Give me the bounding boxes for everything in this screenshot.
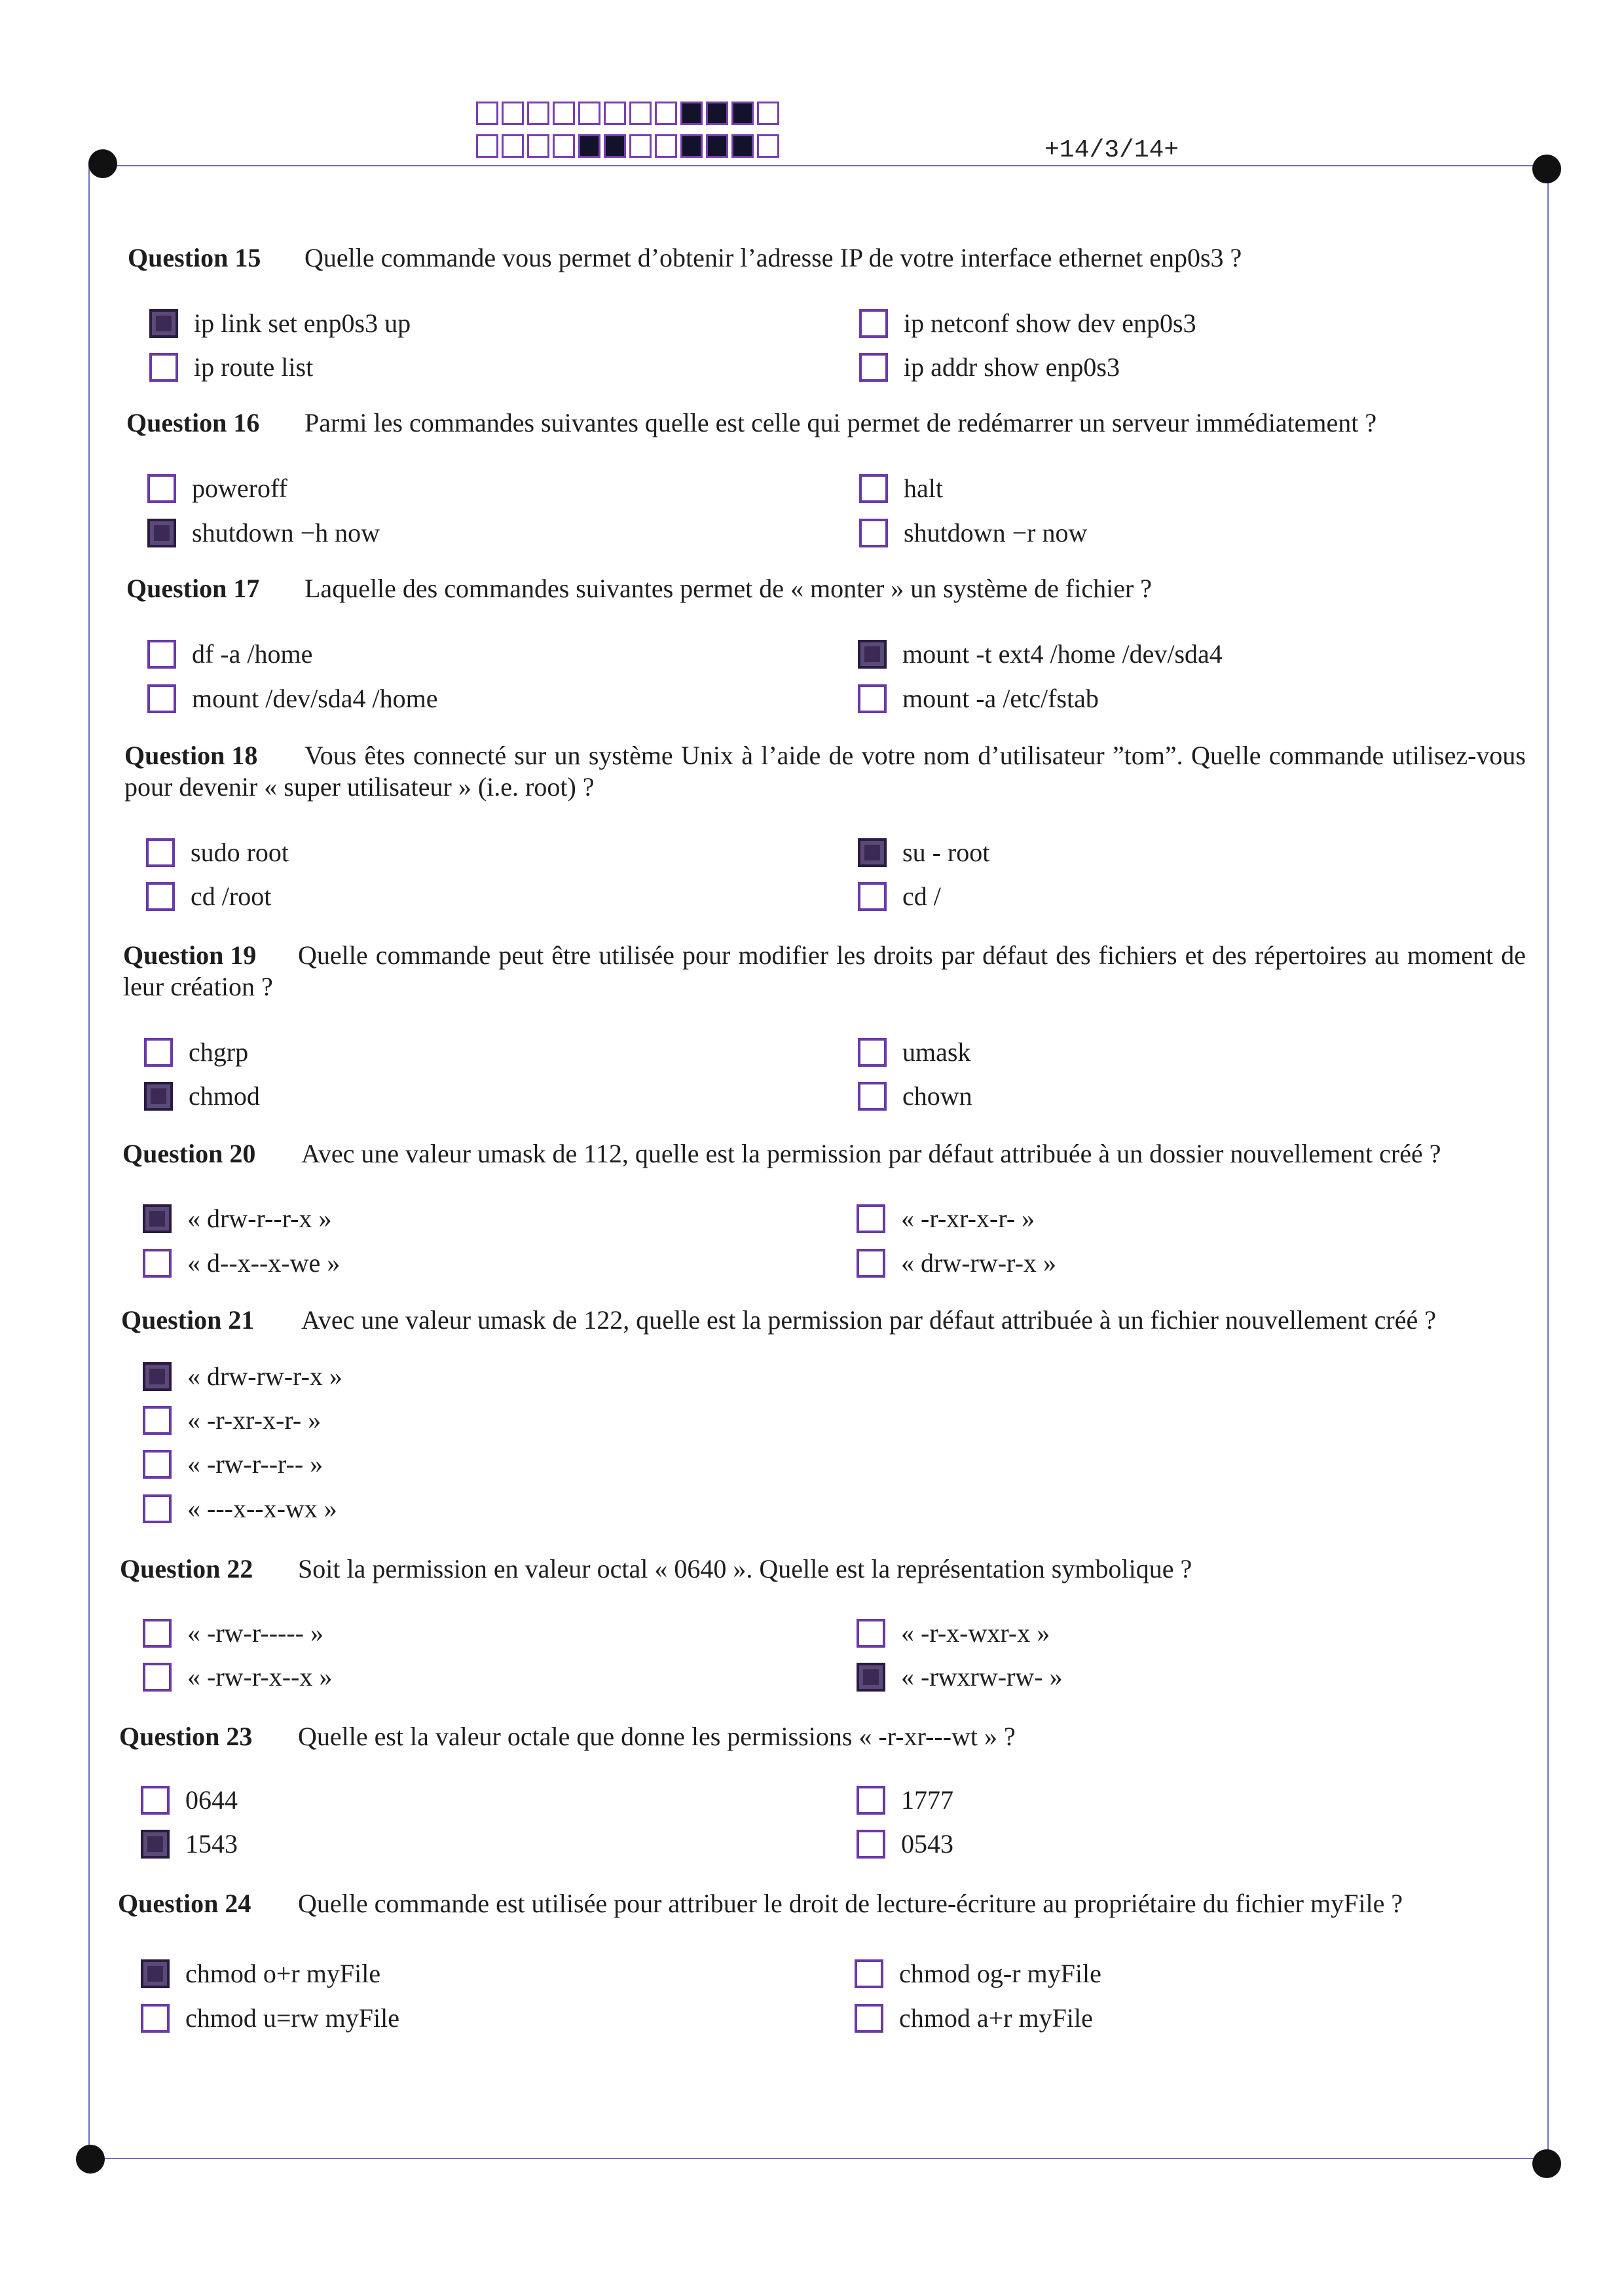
answer-option-label: mount -a /etc/fstab: [902, 684, 1099, 713]
answer-option-label: shutdown −r now: [904, 518, 1088, 547]
barcode-cell: [731, 102, 754, 125]
answer-option[interactable]: [858, 1081, 972, 1111]
barcode-cell: [680, 102, 703, 125]
answer-option[interactable]: [859, 473, 943, 504]
empty-checkbox[interactable]: [858, 684, 887, 713]
answer-option[interactable]: [857, 1785, 953, 1815]
answer-option-label: « d--x--x-we »: [187, 1248, 341, 1278]
checked-checkbox[interactable]: [143, 1204, 172, 1233]
answer-option-label: chmod o+r myFile: [185, 1959, 381, 1988]
empty-checkbox[interactable]: [855, 1959, 883, 1988]
answer-option-label: chmod u=rw myFile: [185, 2003, 399, 2033]
barcode-cell: [476, 102, 498, 125]
answer-option-label: mount /dev/sda4 /home: [192, 684, 438, 713]
barcode-cell: [680, 134, 703, 158]
question-text: Quelle commande vous permet d’obtenir l’adresse IP de votre interface ethernet enp0s3 ?: [304, 243, 1242, 272]
empty-checkbox[interactable]: [857, 1619, 885, 1648]
barcode-cell: [757, 102, 779, 125]
answer-option-label: umask: [902, 1037, 971, 1067]
answer-option-label: « -rw-r-x--x »: [187, 1662, 333, 1692]
checked-checkbox[interactable]: [144, 1082, 173, 1111]
answer-option[interactable]: [149, 352, 313, 382]
question-label: Question 17: [126, 574, 260, 603]
page-id: +14/3/14+: [1044, 136, 1179, 164]
answer-option[interactable]: [141, 1828, 238, 1859]
answer-option-label: poweroff: [192, 473, 287, 503]
empty-checkbox[interactable]: [147, 640, 176, 669]
answer-option[interactable]: [855, 2003, 1093, 2033]
empty-checkbox[interactable]: [147, 474, 176, 503]
checked-checkbox[interactable]: [141, 1959, 170, 1988]
answer-option-label: « drw-r--r-x »: [187, 1204, 332, 1233]
answer-option[interactable]: [857, 1203, 1035, 1234]
question-text: Laquelle des commandes suivantes permet de « monter » un système de fichier ?: [304, 574, 1153, 603]
answer-option[interactable]: [143, 1618, 323, 1648]
answer-option-label: shutdown −h now: [192, 518, 380, 547]
barcode-cell: [578, 134, 600, 158]
barcode-cell: [476, 134, 498, 158]
barcode-cell: [731, 134, 754, 158]
empty-checkbox[interactable]: [859, 519, 888, 547]
checked-checkbox[interactable]: [143, 1362, 172, 1391]
question-text: Soit la permission en valeur octal « 0640 ». Quelle est la représentation symbolique ?: [298, 1554, 1192, 1583]
empty-checkbox[interactable]: [143, 1663, 172, 1692]
barcode-cell: [655, 102, 677, 125]
empty-checkbox[interactable]: [143, 1249, 172, 1278]
answer-option[interactable]: [859, 352, 1120, 382]
barcode-cell: [527, 134, 549, 158]
answer-option[interactable]: [857, 1661, 1063, 1692]
empty-checkbox[interactable]: [859, 353, 888, 382]
question-label: Question 24: [118, 1889, 251, 1918]
checked-checkbox[interactable]: [858, 640, 887, 669]
barcode-cell: [706, 134, 728, 158]
checked-checkbox[interactable]: [147, 519, 176, 547]
empty-checkbox[interactable]: [146, 882, 175, 911]
answer-option-label: sudo root: [191, 838, 289, 867]
answer-option[interactable]: [144, 1081, 260, 1111]
answer-option[interactable]: [859, 308, 1196, 339]
answer-option[interactable]: [149, 308, 411, 339]
answer-option-label: ip link set enp0s3 up: [194, 308, 411, 338]
answer-option[interactable]: [141, 1785, 238, 1815]
checked-checkbox[interactable]: [857, 1663, 885, 1692]
answer-option-label: chmod og-r myFile: [899, 1959, 1101, 1988]
answer-option-label: 0543: [901, 1829, 953, 1859]
answer-option[interactable]: [858, 639, 1223, 669]
answer-option[interactable]: [857, 1248, 1056, 1278]
empty-checkbox[interactable]: [858, 1082, 887, 1111]
answer-option[interactable]: [141, 1958, 380, 1989]
question-text: Quelle commande est utilisée pour attribuer le droit de lecture-écriture au propriétaire du fichier myFile ?: [298, 1889, 1403, 1918]
empty-checkbox[interactable]: [141, 1786, 170, 1815]
answer-option-label: « -rw-r--r-- »: [187, 1449, 323, 1479]
corner-marker-top-left: [88, 149, 117, 178]
question-label: Question 21: [121, 1305, 255, 1335]
barcode-cell: [502, 134, 524, 158]
answer-option-label: « -r-x-wxr-x »: [901, 1618, 1050, 1648]
answer-option-label: chgrp: [189, 1037, 249, 1067]
checked-checkbox[interactable]: [858, 838, 887, 867]
question-label: Question 20: [122, 1139, 256, 1168]
barcode-cell: [655, 134, 677, 158]
empty-checkbox[interactable]: [858, 882, 887, 911]
answer-option-label: ip route list: [194, 352, 314, 382]
empty-checkbox[interactable]: [144, 1038, 173, 1067]
empty-checkbox[interactable]: [141, 2004, 170, 2033]
empty-checkbox[interactable]: [149, 353, 178, 382]
answer-option-label: ip addr show enp0s3: [904, 352, 1120, 382]
empty-checkbox[interactable]: [143, 1406, 172, 1435]
answer-option-label: chmod: [189, 1081, 260, 1111]
frame-right-line: [1547, 169, 1549, 2160]
corner-marker-top-right: [1532, 155, 1561, 183]
answer-option[interactable]: [146, 881, 271, 912]
barcode-cell: [629, 134, 652, 158]
answer-option-label: « -r-xr-x-r- »: [901, 1204, 1035, 1233]
corner-marker-bottom-right: [1532, 2149, 1561, 2178]
answer-option[interactable]: [143, 1361, 342, 1392]
question-label: Question 16: [126, 408, 260, 437]
answer-option-label: « -rw-r----- »: [187, 1618, 323, 1648]
barcode-cell: [553, 134, 575, 158]
barcode-row: [476, 102, 783, 125]
answer-option[interactable]: [855, 1958, 1101, 1989]
question-text: Vous êtes connecté sur un système Unix à l’aide de votre nom d’utilisateur ”tom”. Quelle commande utilisez-vous pour devenir « super utilisateur » (i.e. root) ?: [124, 741, 1526, 802]
barcode-cell: [502, 102, 524, 125]
answer-option[interactable]: [143, 1661, 332, 1692]
answer-option[interactable]: [857, 1618, 1050, 1648]
corner-marker-bottom-left: [76, 2145, 105, 2174]
answer-option-label: cd /: [902, 881, 941, 911]
barcode-cell: [706, 102, 728, 125]
answer-option-label: cd /root: [191, 881, 272, 911]
question-text: Avec une valeur umask de 112, quelle est la permission par défaut attribuée à un dossier nouvellement créé ?: [301, 1139, 1441, 1168]
answer-option-label: halt: [904, 473, 943, 503]
answer-option[interactable]: [141, 2003, 399, 2033]
answer-option-label: su - root: [902, 838, 990, 867]
answer-option[interactable]: [143, 1449, 323, 1479]
answer-option-label: 1777: [901, 1785, 953, 1815]
answer-option[interactable]: [144, 1037, 248, 1067]
barcode-cell: [757, 134, 779, 158]
empty-checkbox[interactable]: [143, 1494, 172, 1523]
question-text: Parmi les commandes suivantes quelle est celle qui permet de redémarrer un serveur immédiatement ?: [304, 408, 1377, 437]
answer-option[interactable]: [143, 1405, 321, 1435]
empty-checkbox[interactable]: [855, 2004, 883, 2033]
question-text: Quelle commande peut être utilisée pour modifier les droits par défaut des fichiers et des répertoires au moment de leur création ?: [123, 940, 1526, 1001]
answer-option-label: « ---x--x-wx »: [187, 1494, 337, 1523]
answer-option-label: mount -t ext4 /home /dev/sda4: [902, 639, 1223, 669]
frame-left-line: [88, 164, 90, 2161]
barcode-cell: [629, 102, 652, 125]
empty-checkbox[interactable]: [857, 1249, 885, 1278]
question-label: Question 15: [128, 243, 261, 272]
answer-option-label: chown: [902, 1081, 972, 1111]
question-text: Avec une valeur umask de 122, quelle est la permission par défaut attribuée à un fichier nouvellement créé ?: [301, 1305, 1437, 1335]
question-label: Question 22: [120, 1554, 253, 1583]
answer-option[interactable]: [146, 837, 289, 868]
empty-checkbox[interactable]: [857, 1786, 885, 1815]
empty-checkbox[interactable]: [857, 1830, 885, 1859]
answer-option[interactable]: [859, 517, 1087, 548]
barcode-cell: [604, 134, 626, 158]
answer-option[interactable]: [858, 837, 989, 868]
barcode-cell: [553, 102, 575, 125]
answer-option-label: « -r-xr-x-r- »: [187, 1405, 322, 1435]
answer-option[interactable]: [858, 683, 1099, 714]
question-label: Question 19: [123, 940, 257, 970]
checked-checkbox[interactable]: [149, 309, 178, 338]
answer-option-label: 0644: [185, 1785, 238, 1815]
empty-checkbox[interactable]: [858, 1038, 887, 1067]
empty-checkbox[interactable]: [143, 1450, 172, 1479]
answer-option-label: chmod a+r myFile: [899, 2003, 1093, 2033]
barcode-cell: [578, 102, 600, 125]
answer-option-label: « drw-rw-r-x »: [901, 1248, 1056, 1278]
answer-option[interactable]: [147, 473, 287, 504]
answer-option-label: ip netconf show dev enp0s3: [904, 308, 1196, 338]
question-label: Question 23: [119, 1722, 253, 1751]
answer-option[interactable]: [143, 1248, 340, 1278]
answer-option-label: « drw-rw-r-x »: [187, 1361, 342, 1391]
answer-option[interactable]: [143, 1493, 337, 1524]
answer-option[interactable]: [147, 683, 438, 714]
frame-top-line: [101, 165, 1549, 166]
answer-option-label: 1543: [185, 1829, 238, 1859]
empty-checkbox[interactable]: [859, 474, 888, 503]
question-text: Quelle est la valeur octale que donne les permissions « -r-xr---wt » ?: [298, 1722, 1016, 1751]
barcode-row: [476, 134, 783, 158]
question-label: Question 18: [124, 741, 258, 770]
answer-option[interactable]: [858, 881, 941, 912]
barcode-cell: [604, 102, 626, 125]
empty-checkbox[interactable]: [143, 1619, 172, 1648]
barcode-cell: [527, 102, 549, 125]
answer-option-label: df -a /home: [192, 639, 313, 669]
empty-checkbox[interactable]: [857, 1204, 885, 1233]
answer-option[interactable]: [857, 1828, 953, 1859]
answer-option[interactable]: [147, 517, 380, 548]
empty-checkbox[interactable]: [147, 684, 176, 713]
checked-checkbox[interactable]: [141, 1830, 170, 1859]
answer-option[interactable]: [858, 1037, 970, 1067]
answer-option-label: « -rwxrw-rw- »: [901, 1662, 1063, 1692]
empty-checkbox[interactable]: [146, 838, 175, 867]
answer-option[interactable]: [143, 1203, 332, 1234]
frame-bottom-line: [101, 2158, 1549, 2159]
answer-option[interactable]: [147, 639, 312, 669]
empty-checkbox[interactable]: [859, 309, 888, 338]
